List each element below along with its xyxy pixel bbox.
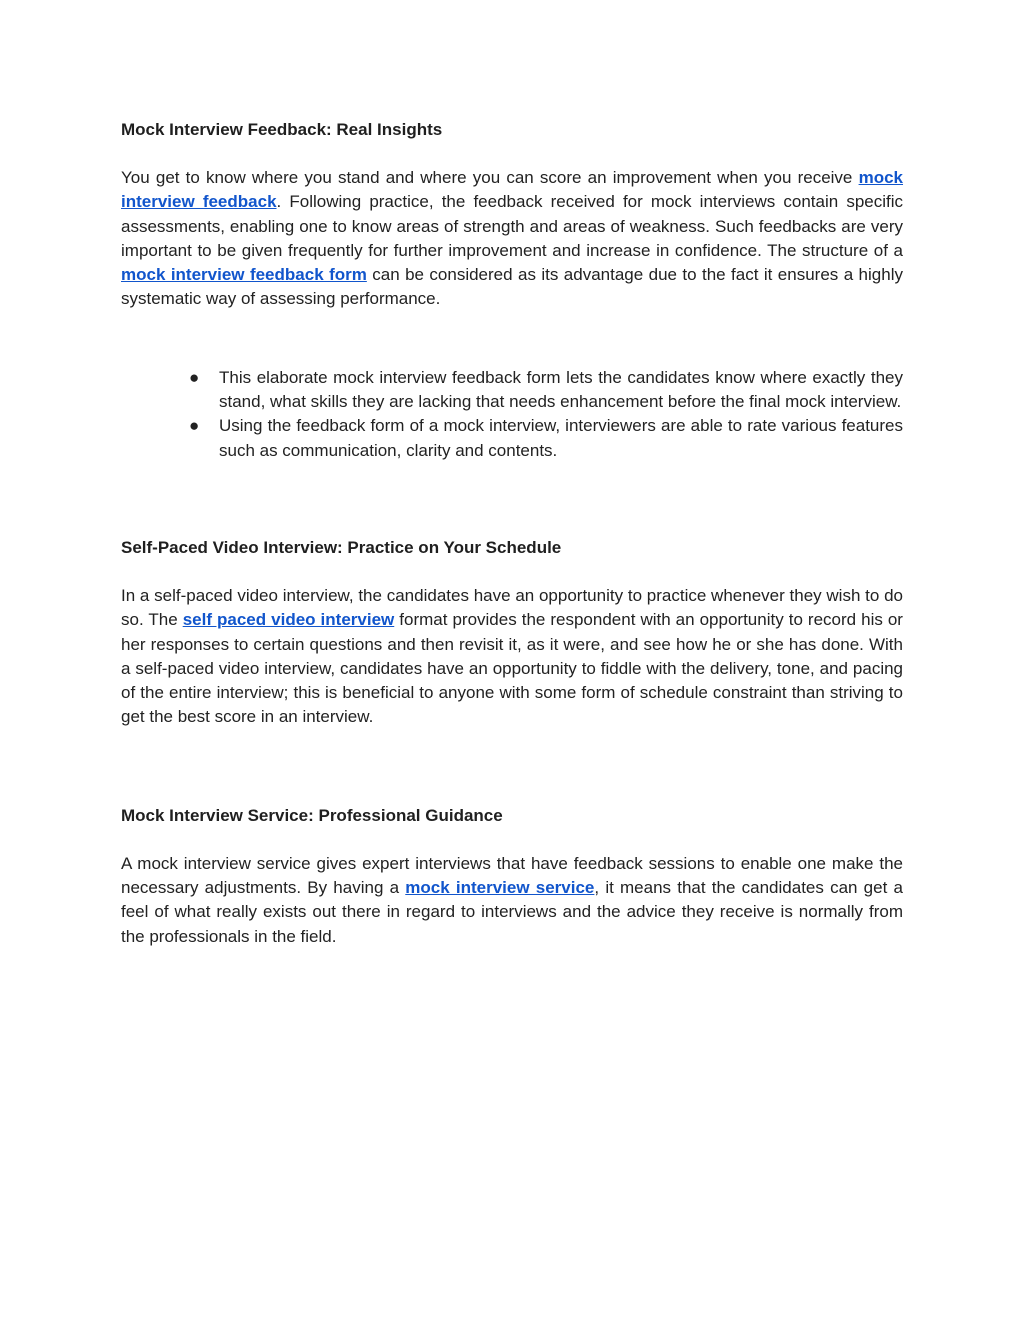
section-heading: Mock Interview Feedback: Real Insights [121,120,443,139]
section-mock-interview-service [121,804,903,949]
list-item [189,366,903,415]
paragraph-text: can be considered as its advantage due to the fact it ensures a highly systematic way of assessing performance. [121,265,903,309]
bullet-icon: ● [189,367,200,387]
link-mock-interview-feedback-form[interactable]: mock interview feedback form [121,265,367,285]
link-mock-interview-service[interactable]: mock interview service [405,878,595,898]
document-page [121,118,903,949]
section-paragraph [121,166,903,312]
paragraph-text: , it means that the candidates can get a feel of what really exists out there in regard to interviews and the advice they receive is normally from the professionals in the field. [121,878,903,946]
bullet-list [121,366,903,463]
bullet-icon: ● [189,416,200,436]
section-heading: Self-Paced Video Interview: Practice on Your Schedule [121,537,562,557]
section-mock-interview-feedback [121,118,903,463]
list-item-text: Using the feedback form of a mock interview, interviewers are able to rate various features such as communication, clarity and contents. [219,416,903,460]
link-self-paced-video-interview[interactable]: self paced video interview [182,610,395,630]
section-self-paced-video-interview [121,536,903,730]
paragraph-text: You get to know where you stand and where you can score an improvement when you receive [121,168,859,187]
list-item-text: This elaborate mock interview feedback form lets the candidates know where exactly they stand, what skills they are lacking that needs enhancement before the final mock interview. [219,367,903,412]
paragraph-text: . Following practice, the feedback received for mock interviews contain specific assessments, enabling one to know areas of strength and areas of weakness. Such feedbacks are very important to be given frequently for further improvement and increase in confidence. The structure of a [121,192,904,260]
paragraph-text: In a self-paced video interview, the candidates have an opportunity to practice whenever they wish to do so. The [121,585,903,630]
paragraph-text: format provides the respondent with an opportunity to record his or her responses to certain questions and then revisit it, as it were, and see how he or she has done. With a self-paced video interview, candidates have an opportunity to fiddle with the delivery, tone, and pacing of the entire interview; this is beneficial to anyone with some form of schedule constraint than striving to get the best score in an interview. [121,610,903,727]
paragraph-text: A mock interview service gives expert interviews that have feedback sessions to enable one make the necessary adjustments. By having a [121,853,903,898]
list-item [189,414,903,463]
section-paragraph [121,852,903,949]
section-heading: Mock Interview Service: Professional Guidance [121,805,503,825]
section-paragraph [121,584,903,730]
link-mock-interview-feedback[interactable]: mock interview feedback [121,168,903,212]
